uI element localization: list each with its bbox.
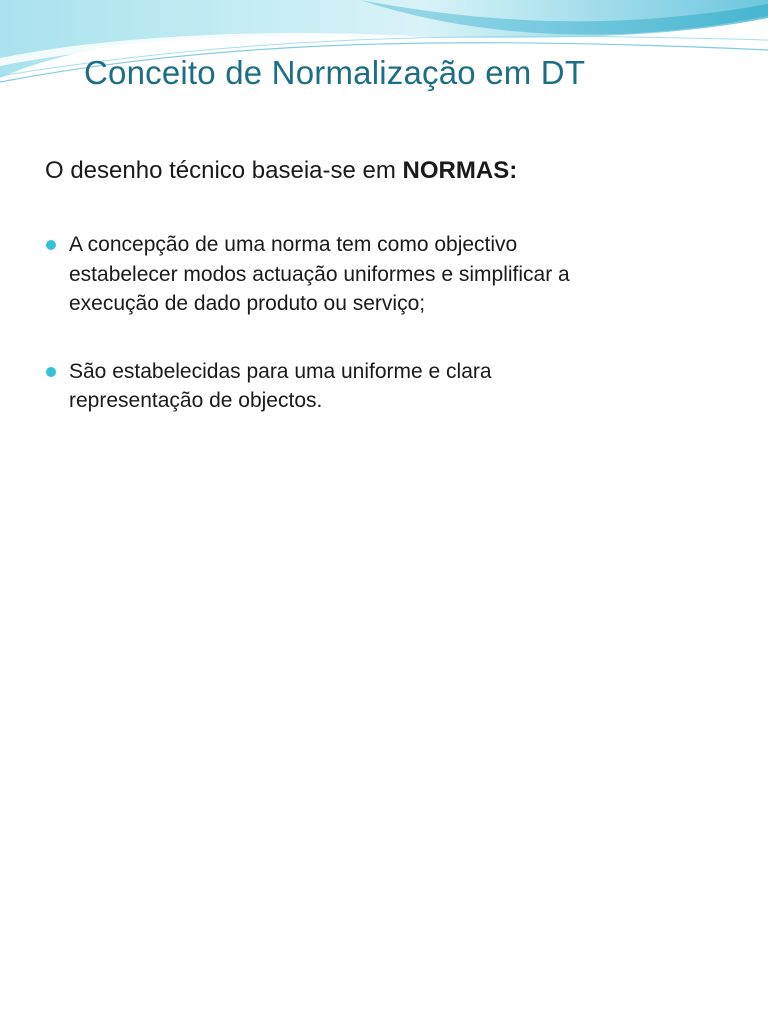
intro-emphasis: NORMAS: [402,157,518,184]
bullet-dot-icon [46,240,56,250]
bullet-line: estabelecer modos actuação uniformes e simplificar a [69,262,570,286]
bullet-list [45,230,705,416]
slide-title: Conceito de Normalização em DT [84,54,586,91]
intro-lead: O desenho técnico baseia-se em [45,157,403,184]
bullet-line: execução de dado produto ou serviço; [69,292,426,315]
intro-text [45,157,517,185]
bullet-dot-icon [46,367,56,377]
bullet-item [45,230,705,319]
bullet-line: São estabelecidas para uma uniforme e clara [69,359,492,383]
bullet-line: representação de objectos. [69,389,323,412]
bullet-line: A concepção de uma norma tem como objectivo [69,233,518,256]
bullet-item [45,357,705,416]
